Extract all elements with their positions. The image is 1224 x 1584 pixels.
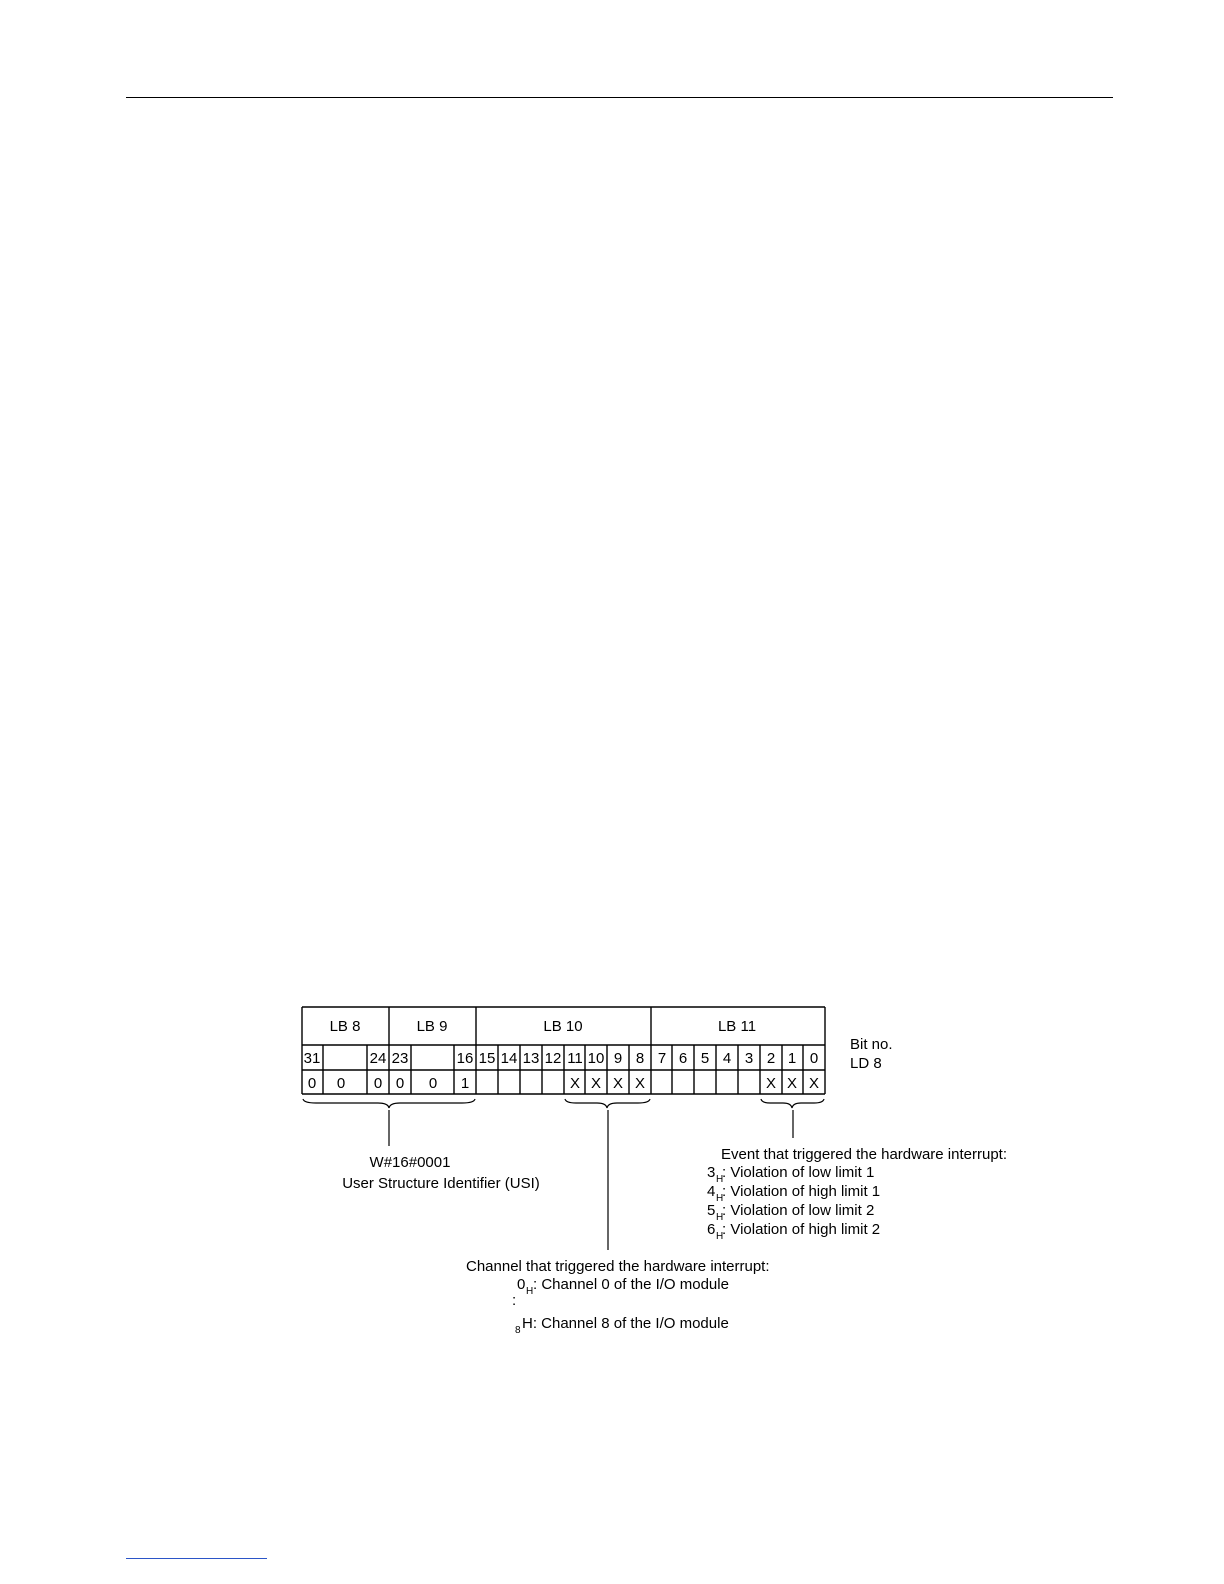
usi-name: User Structure Identifier (USI) xyxy=(342,1175,540,1192)
channel-title: Channel that triggered the hardware interrupt: xyxy=(466,1258,770,1275)
bit-number-cell: 31 xyxy=(303,1050,321,1067)
bit-number-cell: 15 xyxy=(478,1050,496,1067)
bit-number-cell: 9 xyxy=(613,1050,623,1067)
byte-header-lb10: LB 10 xyxy=(543,1018,583,1035)
event-item-text: : Violation of high limit 2 xyxy=(722,1221,881,1238)
bit-number-cell: 0 xyxy=(809,1050,819,1067)
bit-value-cell: X xyxy=(612,1075,624,1092)
bit-value-cell: X xyxy=(765,1075,777,1092)
byte-header-lb11: LB 11 xyxy=(717,1018,757,1035)
event-item xyxy=(707,1164,874,1185)
bit-number-cell: 6 xyxy=(678,1050,688,1067)
event-item xyxy=(707,1221,880,1242)
bit-number-row xyxy=(304,1050,819,1067)
event-item-value: 4 xyxy=(707,1183,716,1200)
channel-item-subscript: H xyxy=(526,1286,534,1297)
bit-value-cell: 0 xyxy=(373,1075,383,1092)
bit-value-cell: X xyxy=(786,1075,798,1092)
bit-value-cell: X xyxy=(808,1075,820,1092)
bit-number-cell: 11 xyxy=(567,1050,583,1067)
event-item-text: : Violation of low limit 1 xyxy=(722,1164,875,1181)
bit-number-cell: 1 xyxy=(787,1050,797,1067)
bit-value-cell: X xyxy=(590,1075,602,1092)
byte-header-lb9: LB 9 xyxy=(416,1018,448,1035)
bit-number-cell: 2 xyxy=(766,1050,776,1067)
usi-code: W#16#0001 xyxy=(369,1154,451,1171)
channel-item-value: 0 xyxy=(517,1276,526,1293)
bit-number-cell: 12 xyxy=(544,1050,562,1067)
bit-number-cell: 3 xyxy=(744,1050,754,1067)
byte-header-lb8: LB 8 xyxy=(329,1018,361,1035)
bit-value-cell: X xyxy=(634,1075,646,1092)
bit-number-cell: 14 xyxy=(500,1050,518,1067)
event-item-text: : Violation of high limit 1 xyxy=(722,1183,881,1200)
bit-number-cell: 23 xyxy=(391,1050,409,1067)
event-item-subscript: H xyxy=(716,1193,724,1204)
bit-number-cell: 7 xyxy=(657,1050,667,1067)
bit-number-cell: 24 xyxy=(369,1050,387,1067)
bit-value-cell: 0 xyxy=(428,1075,438,1092)
channel-item-prefix: 8 xyxy=(515,1325,521,1336)
bit-value-cell: 0 xyxy=(336,1075,346,1092)
channel-item-text: : Channel 0 of the I/O module xyxy=(533,1276,729,1293)
channel-item-first xyxy=(517,1276,729,1297)
bit-number-cell: 8 xyxy=(635,1050,645,1067)
bit-number-cell: 13 xyxy=(522,1050,540,1067)
bit-value-cell: 0 xyxy=(395,1075,405,1092)
event-title: Event that triggered the hardware interrupt: xyxy=(721,1146,1007,1163)
usi-brace xyxy=(303,1099,475,1108)
event-item-value: 6 xyxy=(707,1221,716,1238)
channel-item-last xyxy=(515,1315,729,1336)
event-item-subscript: H xyxy=(716,1212,724,1223)
channel-item-text: H: Channel 8 of the I/O module xyxy=(522,1315,729,1332)
event-item-text: : Violation of low limit 2 xyxy=(722,1202,875,1219)
bit-value-cell: 0 xyxy=(307,1075,317,1092)
footer-link-underline xyxy=(126,1558,267,1559)
event-item-subscript: H xyxy=(716,1231,724,1242)
bit-value-cell: 1 xyxy=(460,1075,470,1092)
event-item xyxy=(707,1202,874,1223)
event-item-value: 5 xyxy=(707,1202,716,1219)
event-brace xyxy=(761,1099,824,1108)
event-item-subscript: H xyxy=(716,1174,724,1185)
event-item xyxy=(707,1183,880,1204)
bit-number-cell: 10 xyxy=(587,1050,605,1067)
bit-no-label: Bit no. xyxy=(850,1036,893,1053)
bit-number-cell: 5 xyxy=(700,1050,710,1067)
bit-number-cell: 16 xyxy=(456,1050,474,1067)
channel-ellipsis: : xyxy=(512,1292,517,1309)
bit-number-cell: 4 xyxy=(722,1050,732,1067)
event-item-value: 3 xyxy=(707,1164,716,1181)
channel-brace xyxy=(565,1099,650,1108)
ld-label: LD 8 xyxy=(850,1055,882,1072)
bit-value-cell: X xyxy=(569,1075,581,1092)
